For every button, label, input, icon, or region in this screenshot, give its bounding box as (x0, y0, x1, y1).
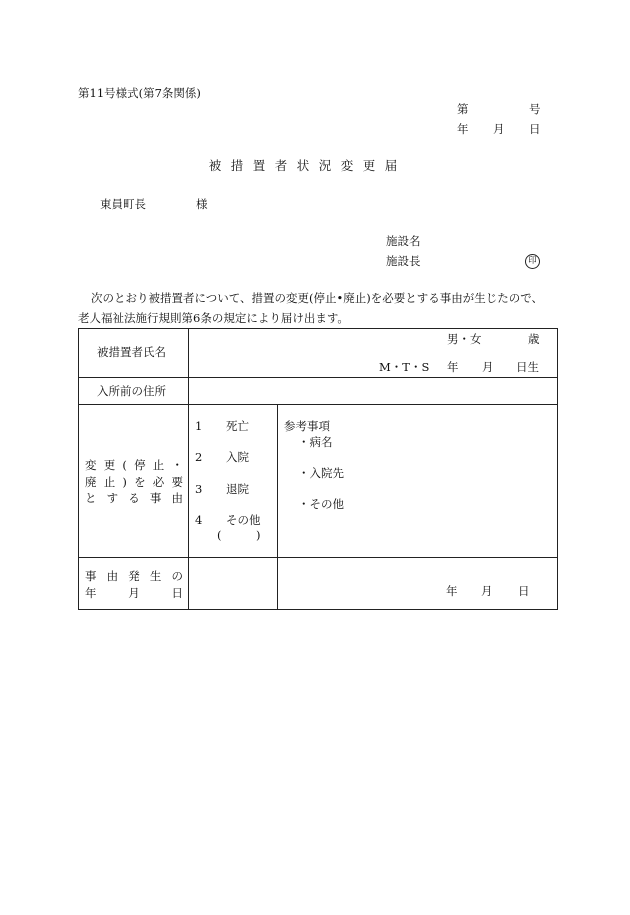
era-label: M・T・S (379, 360, 430, 374)
option-number: 1 (195, 419, 203, 433)
addressee-name: 東員町長 (100, 197, 146, 211)
notes-title: 参考事項 (284, 419, 330, 433)
month-label: 月 (493, 122, 505, 136)
option-number: 4 (195, 513, 203, 527)
label-char: の (171, 569, 183, 583)
label-char: 月 (128, 585, 140, 600)
notes-cell[interactable] (278, 405, 558, 558)
occur-month: 月 (481, 584, 493, 598)
name-label-cell (79, 329, 189, 378)
occur-label (85, 571, 183, 604)
address-label: 入所前の住所 (97, 384, 166, 398)
reason-label (85, 460, 183, 510)
label-char: 事 (149, 491, 162, 505)
title-char: 変 (340, 158, 354, 173)
label-char: 変 (85, 458, 97, 472)
address-value-cell[interactable] (189, 378, 558, 405)
options-cell[interactable] (189, 405, 278, 558)
age-unit: 歳 (528, 332, 540, 346)
option-label: 入院 (226, 450, 249, 464)
label-line (85, 571, 183, 583)
birth-day: 日生 (516, 360, 539, 374)
day-label: 日 (529, 122, 541, 136)
option-label: 退院 (226, 482, 249, 496)
label-char: 要 (171, 474, 183, 489)
option-number: 3 (195, 482, 203, 496)
label-char: ・ (171, 458, 183, 472)
label-line (85, 493, 183, 505)
birth-year: 年 (447, 360, 459, 374)
go-label: 号 (529, 102, 541, 116)
other-paren: ( ) (217, 528, 261, 542)
label-line (85, 474, 183, 489)
address-label-cell (79, 378, 189, 405)
table-row (79, 405, 558, 558)
label-char: 日 (171, 585, 183, 600)
label-char: 止 (103, 474, 116, 489)
occur-label-cell (79, 558, 189, 610)
label-char: す (106, 491, 119, 505)
label-char: を (134, 474, 146, 489)
option-label: 死亡 (226, 419, 249, 433)
title-char: 更 (362, 158, 376, 173)
form-number: 第11号様式(第7条関係) (78, 86, 201, 100)
occur-blank-cell[interactable] (189, 558, 278, 610)
label-char: 発 (128, 569, 140, 583)
label-line (85, 585, 183, 600)
gender-label: 男・女 (447, 332, 482, 346)
label-char: 更 (103, 458, 116, 472)
addressee-honorific: 様 (196, 197, 208, 211)
table-row (79, 329, 558, 378)
title-char: 況 (318, 158, 332, 173)
label-char: ) (122, 474, 127, 489)
label-char: る (128, 491, 140, 505)
title-char: 状 (296, 158, 310, 173)
note-illness: ・病名 (298, 435, 333, 449)
name-label: 被措置者氏名 (97, 345, 166, 359)
body-line-2: 老人福祉法施行規則第6条の規定により届け出ます。 (78, 311, 349, 325)
title-char: 届 (384, 158, 398, 173)
note-hospital: ・入院先 (298, 466, 344, 480)
year-label: 年 (457, 122, 469, 136)
dai-label: 第 (457, 102, 469, 116)
facility-head-label: 施設長 (386, 254, 421, 268)
label-char: 由 (171, 491, 183, 505)
label-char: 事 (85, 569, 97, 583)
occur-year: 年 (446, 584, 458, 598)
birth-month: 月 (482, 360, 494, 374)
name-value-cell[interactable] (189, 329, 558, 378)
title-char: 被 (208, 158, 222, 173)
facility-name-label: 施設名 (386, 234, 421, 248)
body-line-1: 次のとおり被措置者について、措置の変更(停止•廃止)を必要とする事由が生じたので、 (91, 291, 544, 305)
title-char: 置 (252, 158, 266, 173)
seal-mark (525, 254, 540, 269)
label-char: 停 (134, 458, 146, 472)
label-char: 生 (149, 569, 162, 583)
document-title (204, 160, 402, 173)
title-char: 者 (274, 158, 288, 173)
seal-icon: 印 (525, 254, 540, 269)
label-char: ( (122, 458, 127, 472)
note-other: ・その他 (298, 497, 344, 511)
option-number: 2 (195, 450, 203, 464)
report-table (78, 328, 558, 610)
label-char: 必 (152, 474, 165, 489)
occur-date-cell[interactable] (278, 558, 558, 610)
table-row (79, 378, 558, 405)
label-char: 止 (152, 458, 165, 472)
option-label: その他 (226, 513, 261, 527)
label-char: 年 (85, 585, 97, 600)
occur-day: 日 (518, 584, 530, 598)
table-row (79, 558, 558, 610)
label-char: 由 (106, 569, 119, 583)
label-char: と (85, 491, 97, 505)
reason-label-cell (79, 405, 189, 558)
title-char: 措 (230, 158, 244, 173)
label-char: 廃 (85, 474, 97, 489)
label-line (85, 460, 183, 472)
